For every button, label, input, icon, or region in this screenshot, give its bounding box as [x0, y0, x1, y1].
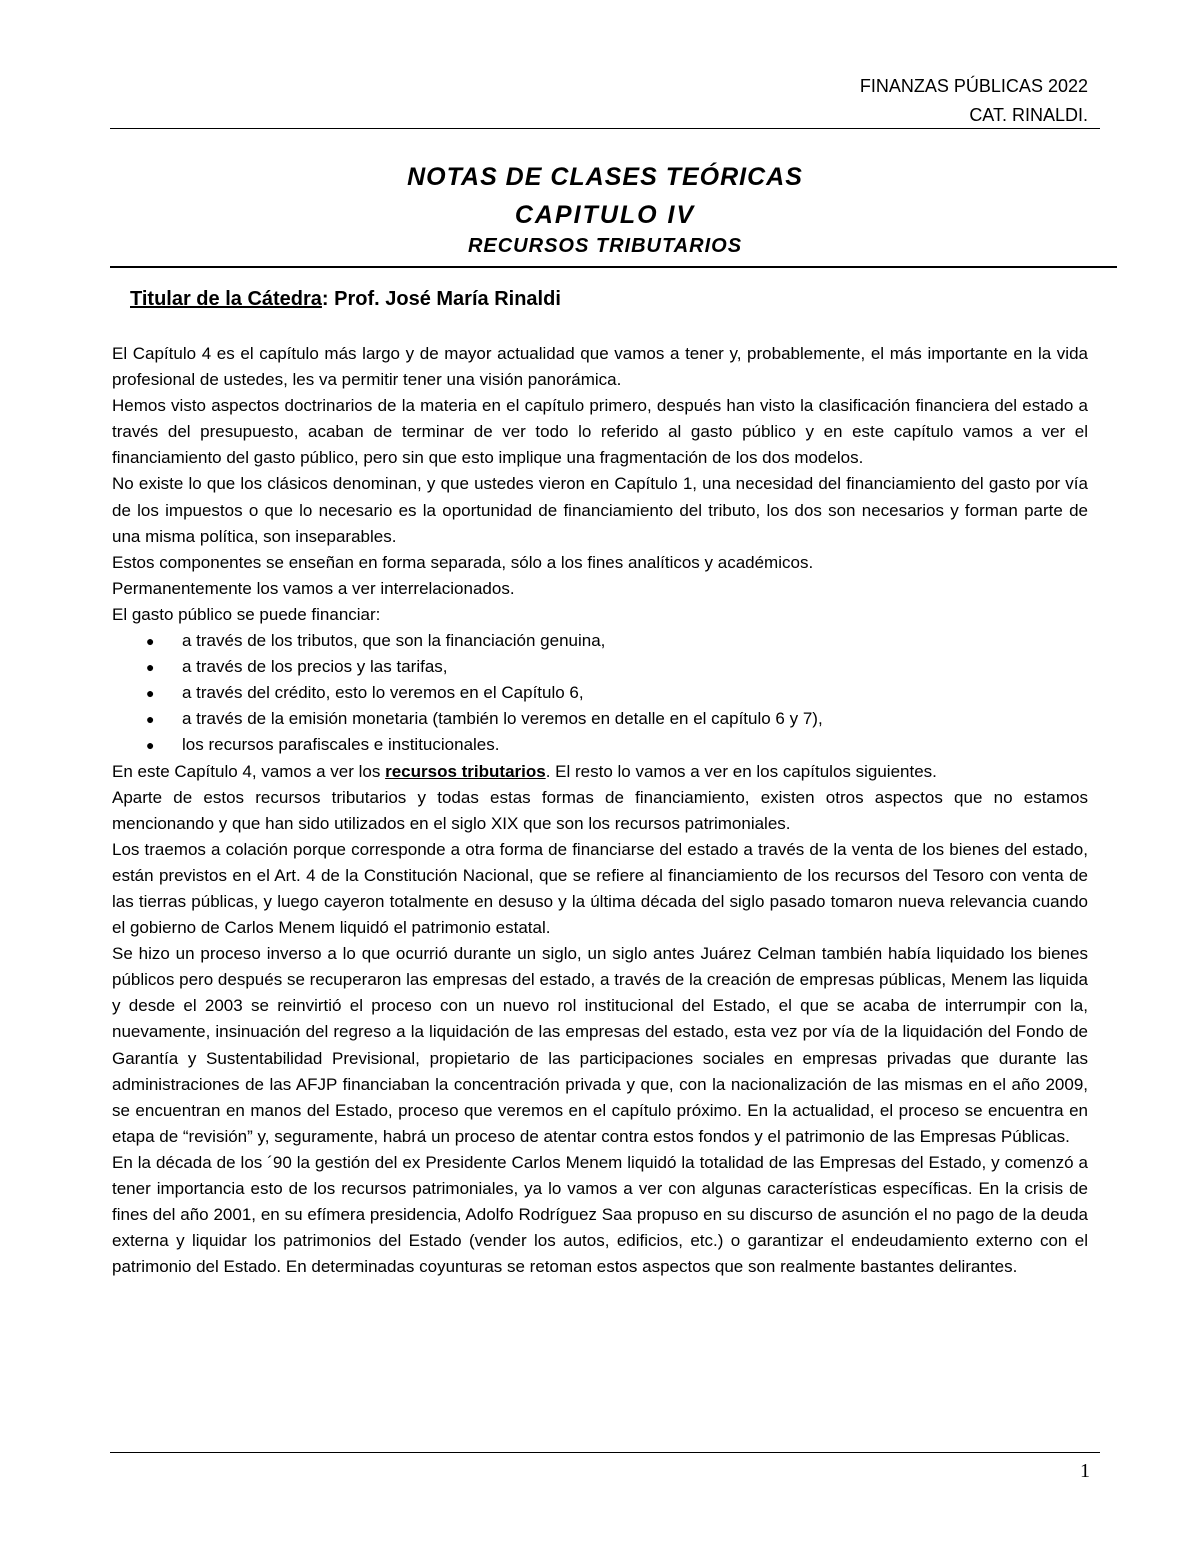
list-item: ● a través de los tributos, que son la financiación genuina, — [112, 628, 1088, 654]
bullet-icon: ● — [146, 737, 155, 754]
list-item: ● a través de los precios y las tarifas, — [112, 654, 1088, 680]
document-title — [110, 160, 1100, 260]
chair-name: Prof. José María Rinaldi — [334, 288, 561, 310]
chair-label: Titular de la Cátedra — [130, 288, 322, 310]
document-body — [112, 341, 1088, 1280]
emphasized-term: recursos tributarios — [385, 761, 546, 781]
paragraph: Estos componentes se enseñan en forma separada, sólo a los fines analíticos y académicos. — [112, 552, 814, 572]
financing-list — [112, 628, 1088, 758]
paragraph: Aparte de estos recursos tributarios y todas estas formas de financiamiento, existen otros aspectos que no estamos mencionando y que han sido utilizados en el siglo XIX que son los recursos patrimoniales. — [112, 787, 1088, 833]
chair-separator: : — [321, 288, 335, 310]
title-divider — [110, 266, 1117, 268]
list-item: ● a través de la emisión monetaria (también lo veremos en detalle en el capítulo 6 y 7), — [112, 706, 1088, 732]
bullet-icon: ● — [146, 711, 155, 728]
list-item: ● los recursos parafiscales e institucionales. — [112, 732, 1088, 758]
paragraph: Se hizo un proceso inverso a lo que ocurrió durante un siglo, un siglo antes Juárez Celman también había liquidado los bienes públicos pero después se recuperaron las empresas del estado, a través de la creación de empresas públicas, Menem las liquida y desde el 2003 se reinvirtió el proceso con un nuevo rol institucional del Estado, el que se acaba de interrumpir con la, nuevamente, insinuación del regreso a la liquidación de las empresas del estado, esta vez por vía de la liquidación del Fondo de Garantía y Sustentabilidad Previsional, propietario de las participaciones sociales en empresas privadas que durante las administraciones de las AFJP financiaban la concentración privada y que, con la nacionalización de las mismas en el año 2009, se encuentran en manos del Estado, proceso que veremos en el capítulo próximo. En la actualidad, el proceso se encuentra en etapa de “revisión” y, seguramente, habrá un proceso de atentar contra estos fondos y el patrimonio de las Empresas Públicas. — [112, 944, 1088, 1146]
header-divider — [110, 128, 1100, 129]
paragraph: En este Capítulo 4, vamos a ver los recursos tributarios. El resto lo vamos a ver en los capítulos siguientes. — [112, 761, 937, 781]
list-item: ● a través del crédito, esto lo veremos en el Capítulo 6, — [112, 680, 1088, 706]
paragraph: Permanentemente los vamos a ver interrelacionados. — [112, 578, 515, 598]
chair-holder-line — [130, 284, 561, 314]
paragraph: El Capítulo 4 es el capítulo más largo y de mayor actualidad que vamos a tener y, probablemente, el más importante en la vida profesional de ustedes, les va permitir tener una visión panorámica. — [112, 344, 1088, 390]
title-notes: NOTAS DE CLASES TEÓRICAS — [407, 163, 803, 191]
paragraph: Los traemos a colación porque corresponde a otra forma de financiarse del estado a través de la venta de los bienes del estado, están previstos en el Art. 4 de la Constitución Nacional, que se refiere al financiamiento de los recursos del Tesoro con venta de las tierras públicas, y luego cayeron totalmente en desuso y la última década del siglo pasado tomaron nueva relevancia cuando el gobierno de Carlos Menem liquidó el patrimonio estatal. — [112, 839, 1088, 938]
bullet-icon: ● — [146, 685, 155, 702]
paragraph: El gasto público se puede financiar: — [112, 604, 381, 624]
header-course-title: FINANZAS PÚBLICAS 2022 — [859, 76, 1088, 96]
running-header — [860, 72, 1088, 130]
paragraph: Hemos visto aspectos doctrinarios de la materia en el capítulo primero, después han visto la clasificación financiera del estado a través del presupuesto, acaban de terminar de ver todo lo referido al gasto público y en este capítulo vamos a ver el financiamiento del gasto público, pero sin que esto implique una fragmentación de los dos modelos. — [112, 396, 1088, 468]
header-chair: CAT. RINALDI. — [969, 105, 1088, 125]
title-subject: RECURSOS TRIBUTARIOS — [467, 235, 743, 257]
page-number: 1 — [1080, 1460, 1090, 1482]
paragraph: No existe lo que los clásicos denominan, y que ustedes vieron en Capítulo 1, una necesidad del financiamiento del gasto por vía de los impuestos o que lo necesario es la oportunidad de financiamiento del tributo, los dos son necesarios y forman parte de una misma política, son inseparables. — [112, 474, 1088, 546]
bullet-icon: ● — [146, 633, 155, 650]
bullet-icon: ● — [146, 659, 155, 676]
title-chapter: CAPITULO IV — [514, 201, 696, 229]
footer-divider — [110, 1452, 1100, 1453]
paragraph: En la década de los ´90 la gestión del ex Presidente Carlos Menem liquidó la totalidad de las Empresas del Estado, y comenzó a tener importancia esto de los recursos patrimoniales, ya lo vamos a ver con algunas características específicas. En la crisis de fines del año 2001, en su efímera presidencia, Adolfo Rodríguez Saa propuso en su discurso de asunción el no pago de la deuda externa y liquidar los patrimonios del Estado (vender los autos, edificios, etc.) o garantizar el endeudamiento externo con el patrimonio del Estado. En determinadas coyunturas se retoman estos aspectos que son realmente bastantes delirantes. — [112, 1152, 1088, 1277]
